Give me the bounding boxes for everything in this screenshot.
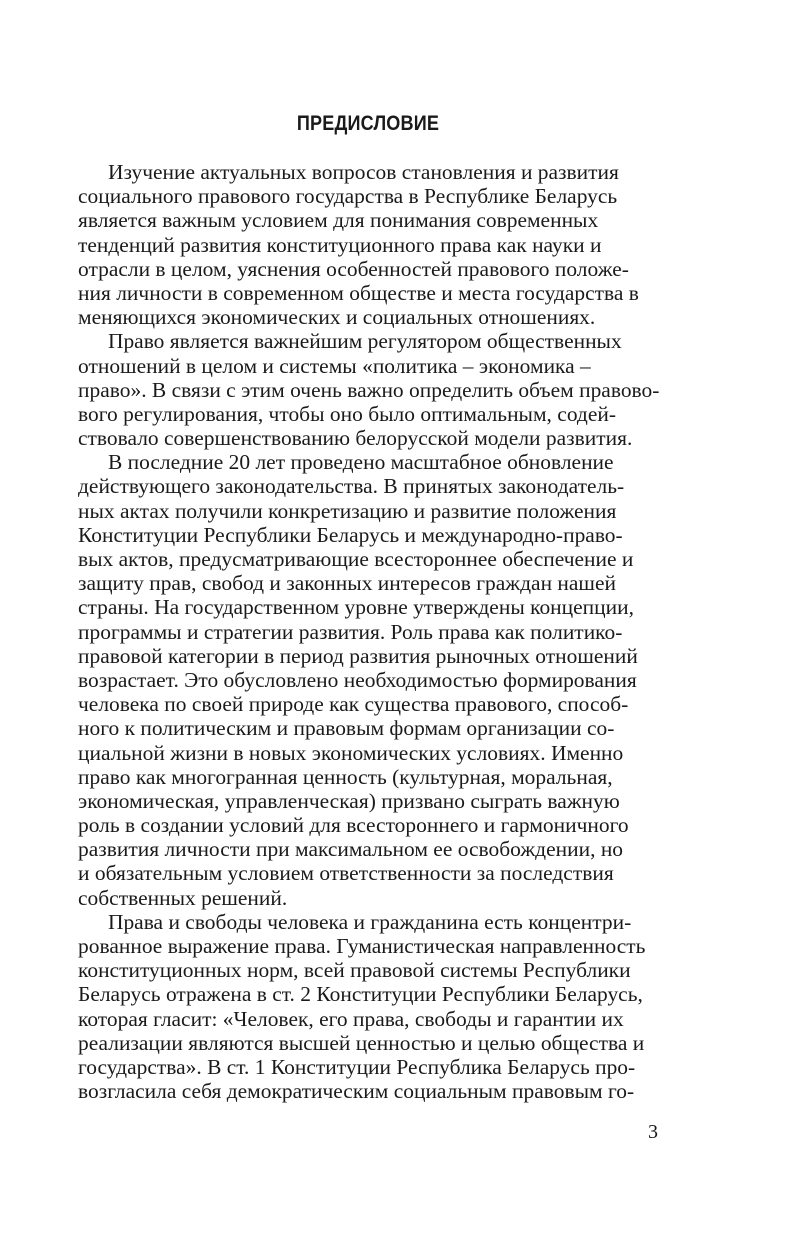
- text-line: Беларусь отражена в ст. 2 Конституции Республики Беларусь,: [78, 982, 643, 1007]
- text-line: право как многогранная ценность (культурная, моральная,: [78, 764, 613, 789]
- text-line: вого регулирования, чтобы оно было оптимальным, содей-: [78, 401, 617, 426]
- text-line: программы и стратегии развития. Роль права как политико-: [78, 619, 623, 644]
- text-line: Права и свободы человека и гражданина есть концентри-: [107, 909, 632, 934]
- body-text: [78, 160, 660, 1103]
- text-line: собственных решений.: [78, 885, 288, 910]
- text-line: меняющихся экономических и социальных отношениях.: [78, 305, 596, 330]
- text-line: Конституции Республики Беларусь и международно-право-: [78, 522, 623, 547]
- text-line: конституционных норм, всей правовой системы Республики: [78, 958, 631, 983]
- text-line: реализации являются высшей ценностью и целью общества и: [78, 1030, 645, 1055]
- text-line: ствовало совершенствованию белорусской модели развития.: [78, 426, 633, 451]
- text-line: социального правового государства в Республике Беларусь: [78, 184, 618, 209]
- page-title: ПРЕДИСЛОВИЕ: [296, 112, 440, 135]
- text-line: защиту прав, свобод и законных интересов граждан нашей: [78, 571, 616, 596]
- text-line: экономическая, управленческая) призвано сыграть важную: [78, 788, 620, 813]
- paragraph: [78, 160, 660, 329]
- text-line: тенденций развития конституционного права как науки и: [78, 232, 602, 257]
- text-line: ных актах получили конкретизацию и развитие положения: [78, 498, 617, 523]
- page-number: 3: [648, 1121, 658, 1143]
- paragraph: [78, 450, 660, 910]
- text-line: страны. На государственном уровне утверждены концепции,: [78, 595, 634, 620]
- text-line: отношений в целом и системы «политика – экономика –: [78, 353, 591, 378]
- text-line: действующего законодательства. В принятых законодатель-: [78, 474, 625, 499]
- paragraph: [78, 910, 660, 1104]
- paragraph: [78, 329, 660, 450]
- text-line: развития личности при максимальном ее освобождении, но: [78, 837, 624, 862]
- text-line: право». В связи с этим очень важно определить объем правово-: [78, 377, 660, 402]
- text-line: Изучение актуальных вопросов становления и развития: [107, 160, 619, 184]
- text-line: ния личности в современном обществе и места государства в: [78, 280, 639, 305]
- text-line: возгласила себя демократическим социальным правовым го-: [78, 1079, 635, 1104]
- text-line: правовой категории в период развития рыночных отношений: [78, 643, 638, 668]
- text-line: государства». В ст. 1 Конституции Республика Беларусь про-: [78, 1054, 636, 1079]
- text-line: циальной жизни в новых экономических условиях. Именно: [78, 740, 624, 765]
- text-line: человека по своей природе как существа правового, способ-: [78, 692, 629, 717]
- text-line: В последние 20 лет проведено масштабное обновление: [107, 450, 614, 475]
- text-line: вых актов, предусматривающие всестороннее обеспечение и: [78, 547, 634, 571]
- text-line: ного к политическим и правовым формам организации со-: [78, 716, 615, 741]
- text-line: возрастает. Это обусловлено необходимостью формирования: [78, 667, 637, 692]
- text-line: роль в создании условий для всестороннего и гармоничного: [78, 813, 629, 838]
- text-line: которая гласит: «Человек, его права, свободы и гарантии их: [78, 1006, 624, 1031]
- text-line: Право является важнейшим регулятором общественных: [107, 329, 622, 354]
- text-line: отрасли в целом, уяснения особенностей правового положе-: [78, 256, 629, 281]
- text-line: является важным условием для понимания современных: [78, 208, 599, 233]
- text-line: и обязательным условием ответственности за последствия: [78, 861, 614, 886]
- text-line: рованное выражение права. Гуманистическая направленность: [78, 934, 646, 958]
